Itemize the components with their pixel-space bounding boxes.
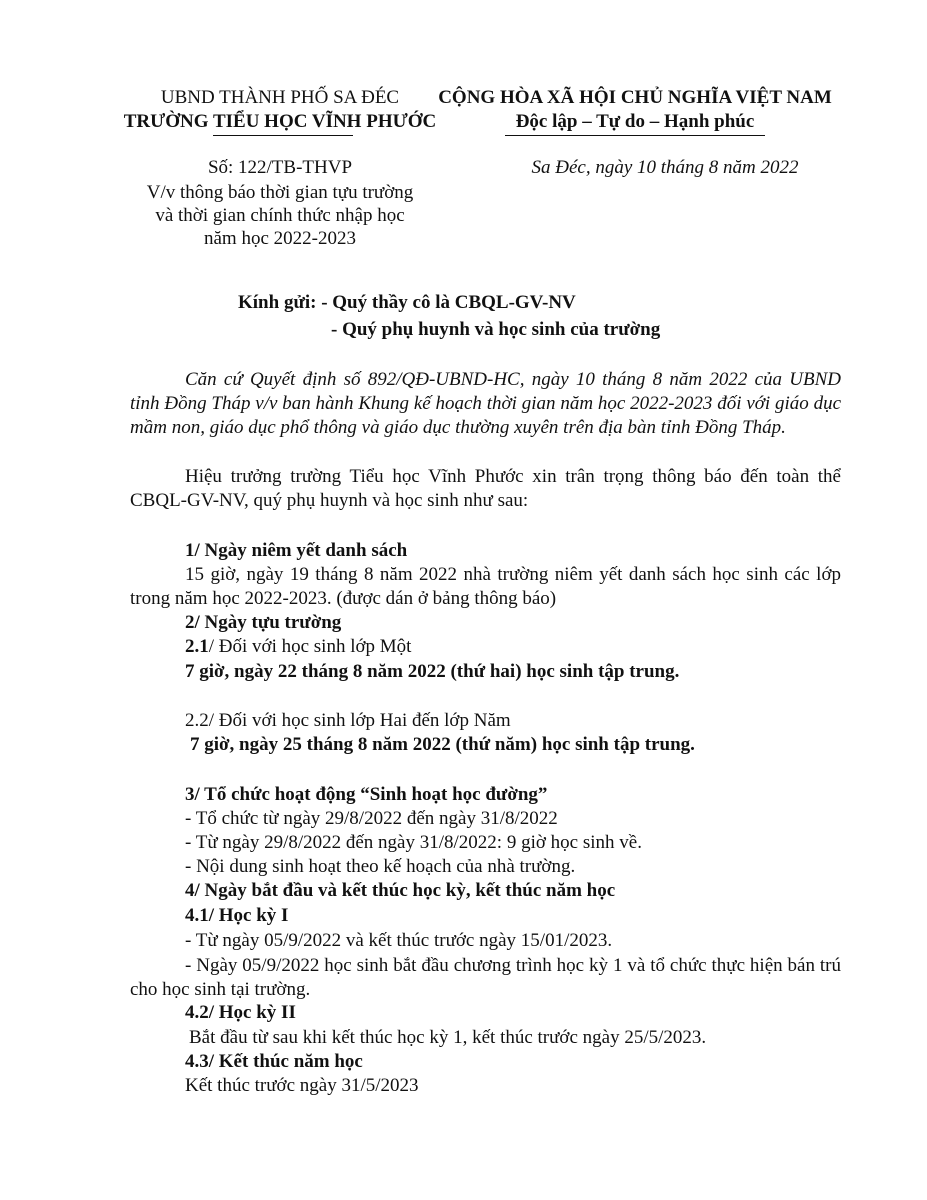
recipients-line-2: - Quý phụ huynh và học sinh của trường xyxy=(331,319,661,340)
section-3-item: - Nội dung sinh hoạt theo kế hoạch của nhà trường. xyxy=(185,856,576,877)
section-2-2-time: 7 giờ, ngày 25 tháng 8 năm 2022 (thứ năm) học sinh tập trung. xyxy=(190,734,695,755)
section-2-1-heading xyxy=(185,635,411,659)
section-4-1-title: 4.1/ Học kỳ I xyxy=(185,905,289,926)
subject-line: V/v thông báo thời gian tựu trường xyxy=(146,182,414,203)
legal-basis-paragraph: Căn cứ Quyết định số 892/QĐ-UBND-HC, ngày 10 tháng 8 năm 2022 của UBND tỉnh Đồng Tháp v/v ban hành Khung kế hoạch thời gian năm học 2022-2023 đối với giáo dục mầm non, giáo dục phổ thông và giáo dục thường xuyên trên địa bàn tỉnh Đồng Tháp. xyxy=(130,369,841,438)
subject-line: và thời gian chính thức nhập học xyxy=(155,205,405,226)
school-name: TRƯỜNG TIỂU HỌC VĨNH PHƯỚC xyxy=(123,111,437,132)
section-4-title: 4/ Ngày bắt đầu và kết thúc học kỳ, kết thúc năm học xyxy=(185,880,616,901)
section-2-1-number: 2.1 xyxy=(185,636,209,657)
section-3-title: 3/ Tổ chức hoạt động “Sinh hoạt học đường” xyxy=(185,784,548,805)
section-4-1-line-1: - Từ ngày 05/9/2022 và kết thúc trước ngày 15/01/2023. xyxy=(185,930,613,951)
section-2-1-text: / Đối với học sinh lớp Một xyxy=(208,636,412,657)
document-date: Sa Đéc, ngày 10 tháng 8 năm 2022 xyxy=(531,157,799,178)
recipients-line-1: Kính gửi: - Quý thầy cô là CBQL-GV-NV xyxy=(238,292,576,313)
section-4-1-line-2: - Ngày 05/9/2022 học sinh bắt đầu chương trình học kỳ 1 và tổ chức thực hiện bán trú cho học sinh tại trường. xyxy=(130,955,841,1000)
section-2-1-time: 7 giờ, ngày 22 tháng 8 năm 2022 (thứ hai) học sinh tập trung. xyxy=(185,661,680,682)
section-4-3-text: Kết thúc trước ngày 31/5/2023 xyxy=(185,1075,419,1096)
document-number: Số: 122/TB-THVP xyxy=(207,157,353,178)
section-2-title: 2/ Ngày tựu trường xyxy=(185,612,342,633)
national-title: CỘNG HÒA XÃ HỘI CHỦ NGHĨA VIỆT NAM xyxy=(438,87,832,108)
section-3-item: - Từ ngày 29/8/2022 đến ngày 31/8/2022: 9 giờ học sinh về. xyxy=(185,832,642,853)
section-2-2-heading: 2.2/ Đối với học sinh lớp Hai đến lớp Năm xyxy=(185,710,511,731)
section-1-text: 15 giờ, ngày 19 tháng 8 năm 2022 nhà trường niêm yết danh sách học sinh các lớp trong năm học 2022-2023. (được dán ở bảng thông báo) xyxy=(130,564,841,609)
section-4-3-title: 4.3/ Kết thúc năm học xyxy=(185,1051,363,1072)
section-4-2-text: Bắt đầu từ sau khi kết thúc học kỳ 1, kết thúc trước ngày 25/5/2023. xyxy=(189,1027,707,1048)
national-motto: Độc lập – Tự do – Hạnh phúc xyxy=(515,111,755,132)
intro-paragraph: Hiệu trưởng trường Tiểu học Vĩnh Phước xin trân trọng thông báo đến toàn thể CBQL-GV-NV, quý phụ huynh và học sinh như sau: xyxy=(130,466,841,511)
issuing-agency: UBND THÀNH PHỐ SA ĐÉC xyxy=(160,87,400,108)
section-4-2-title: 4.2/ Học kỳ II xyxy=(185,1002,296,1023)
section-3-item: - Tổ chức từ ngày 29/8/2022 đến ngày 31/8/2022 xyxy=(185,808,558,829)
subject-line: năm học 2022-2023 xyxy=(204,228,356,249)
section-1-title: 1/ Ngày niêm yết danh sách xyxy=(185,540,408,561)
motto-underline xyxy=(505,135,765,136)
school-underline xyxy=(213,135,353,136)
